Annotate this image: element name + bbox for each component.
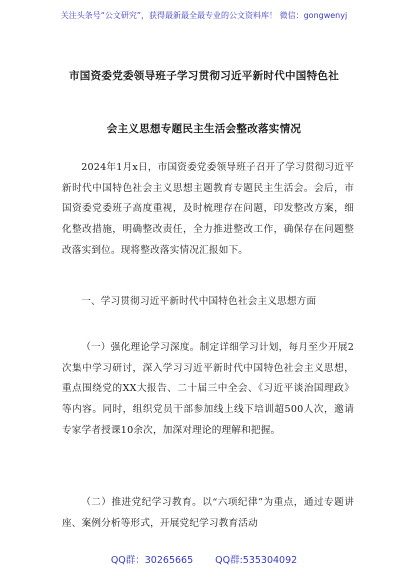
section-1-paragraph-1: （一）强化理论学习深度。制定详细学习计划，每月至少开展2次集中学习研讨，深入学习习近平新时代中国特色社会主义思想，重点围绕党的XX大报告、二十届三中全会、《习近平谈治国理政》等内容。同时，组织党员干部参加线上线下培训超500人次，邀请专家学者授课10余次，加深对理论的理解和把握。 <box>62 342 354 436</box>
intro-paragraph: 2024年1月x日，市国资委党委领导班子召开了学习贯彻习近平新时代中国特色社会主义思想主题教育专题民主生活会。会后，市国资委党委班子高度重视，及时梳理存在问题，印发整改方案，细化整改措施，明确整改责任，全力推进整改工作，确保存在问题整改落实到位。现将整改落实情况汇报如下。 <box>62 162 354 256</box>
footer-qq-group-2: QQ群:535304092 <box>215 555 298 566</box>
section-heading-1: 一、学习贯彻习近平新时代中国特色社会主义思想方面 <box>81 296 317 307</box>
header-notice: 关注头条号“公文研究”，获得最新最全最专业的公文资料库！ 微信：gongwenyj <box>60 11 348 20</box>
document-title-line-1: 市国资委党委领导班子学习贯彻习近平新时代中国特色社 <box>69 70 339 82</box>
footer-qq-group-1: QQ群：30265665 <box>110 555 194 566</box>
document-title-line-2: 会主义思想专题民主生活会整改落实情况 <box>106 123 302 135</box>
section-1-paragraph-2: （二）推进党纪学习教育。以“六项纪律”为重点，通过专题讲座、案例分析等形式，开展党纪学习教育活动 <box>62 497 354 529</box>
footer-contacts <box>0 552 408 566</box>
